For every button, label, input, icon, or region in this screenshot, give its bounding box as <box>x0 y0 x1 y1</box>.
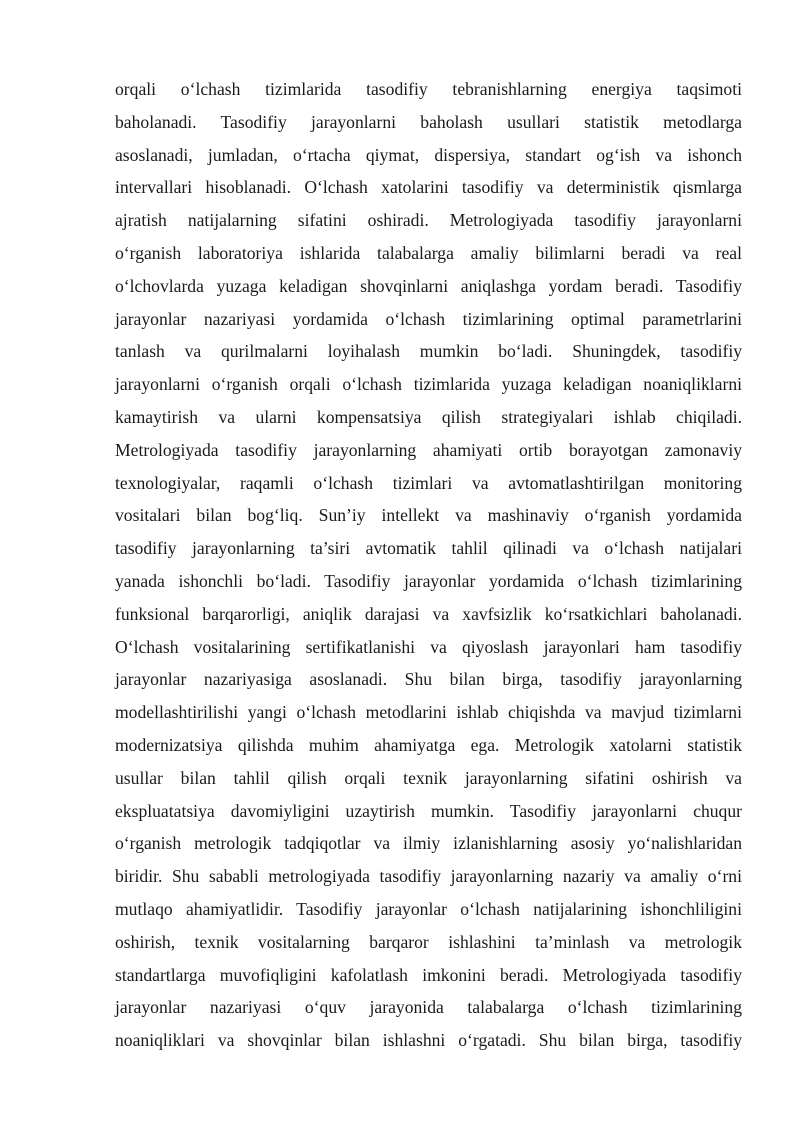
text-line: Metrologiyada tasodifiy jarayonlarning ahamiyati ortib borayotgan zamonaviy <box>115 439 742 460</box>
text-line: tasodifiy jarayonlarning ta’siri avtomatik tahlil qilinadi va o‘lchash natijalari <box>115 538 742 559</box>
text-line: funksional barqarorligi, aniqlik darajasi va xavfsizlik ko‘rsatkichlari baholanadi. <box>115 603 742 624</box>
text-line: modellashtirilishi yangi o‘lchash metodlarini ishlab chiqishda va mavjud tizimlarni <box>115 702 742 723</box>
body-paragraph <box>115 73 742 1057</box>
text-line: standartlarga muvofiqligini kafolatlash imkonini beradi. Metrologiyada tasodifiy <box>115 964 742 985</box>
text-line: jarayonlar nazariyasiga asoslanadi. Shu bilan birga, tasodifiy jarayonlarning <box>115 669 742 690</box>
text-line: noaniqliklari va shovqinlar bilan ishlashni o‘rgatadi. Shu bilan birga, tasodifiy <box>115 1030 742 1051</box>
text-line: modernizatsiya qilishda muhim ahamiyatga ega. Metrologik xatolarni statistik <box>115 734 742 755</box>
text-line: ajratish natijalarning sifatini oshiradi. Metrologiyada tasodifiy jarayonlarni <box>115 210 742 231</box>
text-line: o‘rganish laboratoriya ishlarida talabalarga amaliy bilimlarni beradi va real <box>115 242 742 263</box>
text-line: baholanadi. Tasodifiy jarayonlarni baholash usullari statistik metodlarga <box>115 111 742 132</box>
text-line: tanlash va qurilmalarni loyihalash mumkin bo‘ladi. Shuningdek, tasodifiy <box>115 341 742 362</box>
text-line: kamaytirish va ularni kompensatsiya qilish strategiyalari ishlab chiqiladi. <box>115 406 742 427</box>
text-line: jarayonlarni o‘rganish orqali o‘lchash tizimlarida yuzaga keladigan noaniqliklarni <box>115 374 742 395</box>
text-line: o‘rganish metrologik tadqiqotlar va ilmiy izlanishlarning asosiy yo‘nalishlaridan <box>115 833 742 854</box>
text-line: vositalari bilan bog‘liq. Sun’iy intellekt va mashinaviy o‘rganish yordamida <box>115 505 742 526</box>
text-line: biridir. Shu sababli metrologiyada tasodifiy jarayonlarning nazariy va amaliy o‘rni <box>115 866 742 887</box>
text-line: jarayonlar nazariyasi yordamida o‘lchash tizimlarining optimal parametrlarini <box>115 308 742 329</box>
text-line: mutlaqo ahamiyatlidir. Tasodifiy jarayonlar o‘lchash natijalarining ishonchliligini <box>115 898 742 919</box>
text-line: orqali o‘lchash tizimlarida tasodifiy tebranishlarning energiya taqsimoti <box>115 79 742 99</box>
text-line: jarayonlar nazariyasi o‘quv jarayonida talabalarga o‘lchash tizimlarining <box>115 997 742 1018</box>
text-line: ekspluatatsiya davomiyligini uzaytirish mumkin. Tasodifiy jarayonlarni chuqur <box>115 800 742 821</box>
text-line: intervallari hisoblanadi. O‘lchash xatolarini tasodifiy va deterministik qismlarga <box>115 177 742 198</box>
text-line: o‘lchovlarda yuzaga keladigan shovqinlarni aniqlashga yordam beradi. Tasodifiy <box>115 275 742 296</box>
text-line: oshirish, texnik vositalarning barqaror ishlashini ta’minlash va metrologik <box>115 931 742 952</box>
text-line: O‘lchash vositalarining sertifikatlanishi va qiyoslash jarayonlari ham tasodifiy <box>115 636 742 657</box>
text-line: usullar bilan tahlil qilish orqali texnik jarayonlarning sifatini oshirish va <box>115 767 742 788</box>
text-line: texnologiyalar, raqamli o‘lchash tizimlari va avtomatlashtirilgan monitoring <box>115 472 742 493</box>
text-line: asoslanadi, jumladan, o‘rtacha qiymat, dispersiya, standart og‘ish va ishonch <box>115 144 742 165</box>
text-line: yanada ishonchli bo‘ladi. Tasodifiy jarayonlar yordamida o‘lchash tizimlarining <box>115 570 742 591</box>
